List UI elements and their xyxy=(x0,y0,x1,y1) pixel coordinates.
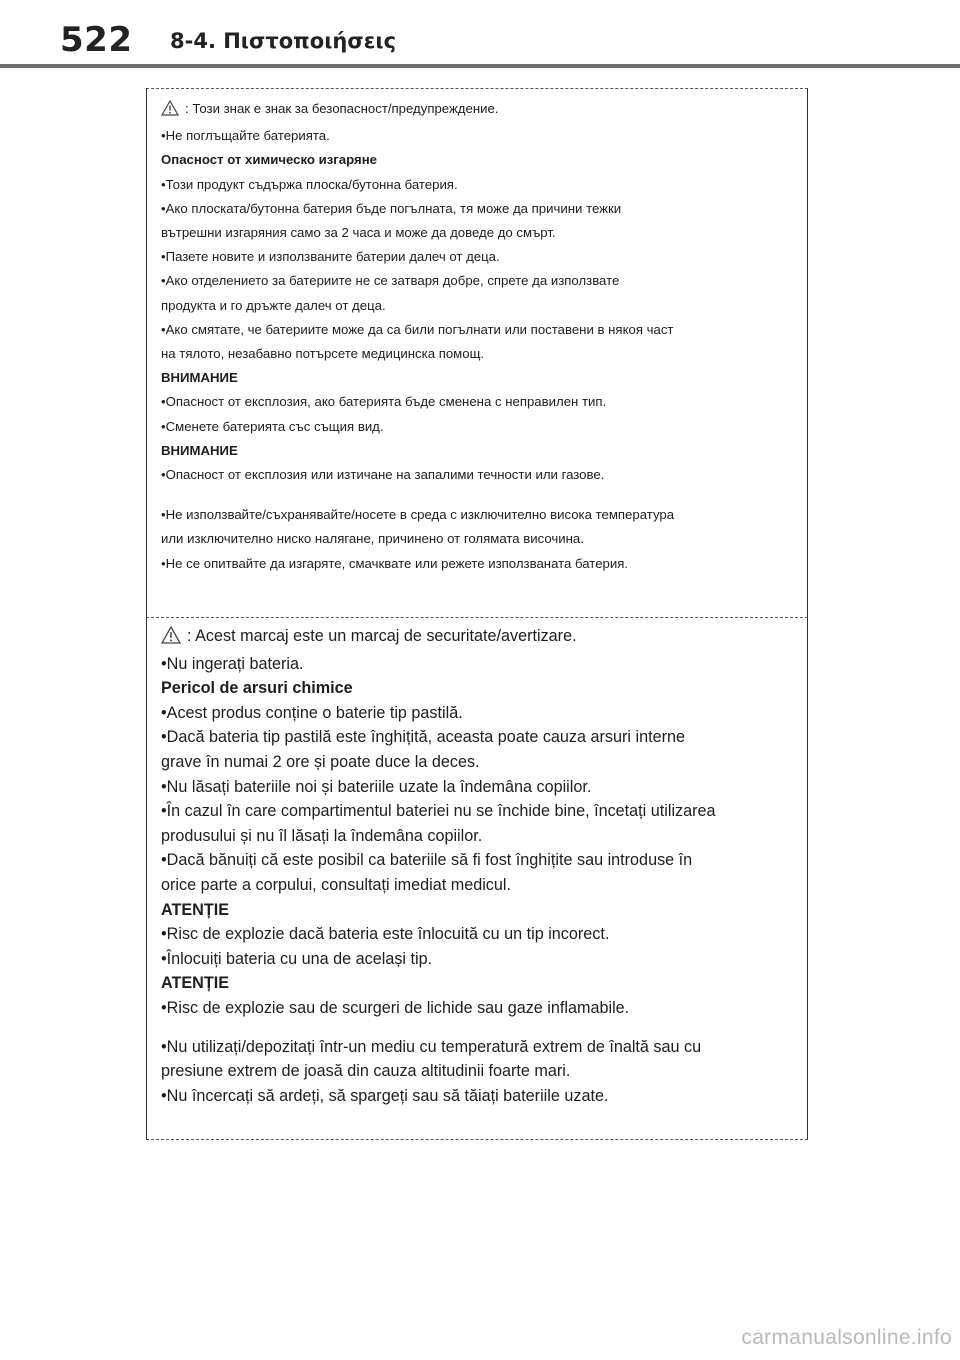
bg-line: •Опасност от експлозия или изтичане на запалими течности или газове. xyxy=(161,467,605,483)
bg-heading-chemical-burn: Опасност от химическо изгаряне xyxy=(161,152,378,168)
ro-line: •Risc de explozie sau de scurgeri de lichide sau gaze inflamabile. xyxy=(161,998,630,1017)
ro-line: •Înlocuiți bateria cu una de același tip. xyxy=(161,949,433,968)
bg-line: •Ако смятате, че батериите може да са били погълнати или поставени в някоя част xyxy=(161,321,674,337)
ro-line: grave în numai 2 ore și poate duce la deces. xyxy=(161,752,480,771)
bg-line: на тялото, незабавно потърсете медицинска помощ. xyxy=(161,346,485,362)
page-number: 522 xyxy=(60,20,133,60)
bg-line: продукта и го дръжте далеч от деца. xyxy=(161,297,386,313)
ro-heading-chemical-burn: Pericol de arsuri chimice xyxy=(161,679,353,698)
bg-gap xyxy=(161,487,807,503)
ro-line: •Acest produs conține o baterie tip pastilă. xyxy=(161,703,463,722)
romanian-warning-text: : Acest marcaj este un marcaj de securitate/avertizare. xyxy=(187,627,577,645)
bg-line: •Не се опитвайте да изгаряте, смачквате или режете използваната батерия. xyxy=(161,555,629,571)
ro-line: •Nu ingerați bateria. xyxy=(161,654,304,673)
ro-line: •În cazul în care compartimentul bateriei nu se închide bine, încetați utilizarea xyxy=(161,802,716,821)
warning-triangle-icon xyxy=(161,626,181,652)
bulgarian-warning-line xyxy=(161,97,807,124)
bulgarian-warning-text: : Този знак е знак за безопасност/предупреждение. xyxy=(185,101,499,116)
section-title: 8-4. Πιστοποιήσεις xyxy=(170,29,397,53)
ro-heading-attention: ATENȚIE xyxy=(161,900,230,919)
ro-line: •Dacă bănuiți că este posibil ca bateriile să fi fost înghițite sau introduse în xyxy=(161,851,693,870)
bg-heading-caution: ВНИМАНИЕ xyxy=(161,442,238,458)
romanian-warning-line xyxy=(161,624,807,652)
bg-line: •Пазете новите и използваните батерии далеч от деца. xyxy=(161,249,500,265)
bg-heading-caution: ВНИМАНИЕ xyxy=(161,370,238,386)
ro-line: •Nu încercați să ardeți, să spargeți sau să tăiați bateriile uzate. xyxy=(161,1086,609,1105)
bg-line: •Сменете батерията със същия вид. xyxy=(161,418,384,434)
bg-line: •Ако плоската/бутонна батерия бъде погълната, тя може да причини тежки xyxy=(161,200,622,216)
ro-line: presiune extrem de joasă din cauza altitudinii foarte mari. xyxy=(161,1062,571,1081)
bulgarian-warning-panel xyxy=(146,88,808,618)
ro-line: •Nu utilizați/depozitați într-un mediu cu temperatură extrem de înaltă sau cu xyxy=(161,1037,702,1056)
bg-line: •Не използвайте/съхранявайте/носете в среда с изключително висока температура xyxy=(161,507,675,523)
site-watermark: carmanualsonline.info xyxy=(741,1326,952,1349)
ro-line: orice parte a corpului, consultați imediat medicul. xyxy=(161,875,511,894)
romanian-warning-panel xyxy=(146,618,808,1140)
bg-line: •Този продукт съдържа плоска/бутонна батерия. xyxy=(161,176,458,192)
page-header xyxy=(0,0,960,68)
bg-line: •Ако отделението за батериите не се затваря добре, спрете да използвате xyxy=(161,273,620,289)
ro-heading-attention: ATENȚIE xyxy=(161,974,230,993)
bg-line: •Не поглъщайте батерията. xyxy=(161,128,330,144)
ro-line: •Risc de explozie dacă bateria este înlocuită cu un tip incorect. xyxy=(161,925,610,944)
bg-line: •Опасност от експлозия, ако батерията бъде сменена с неправилен тип. xyxy=(161,394,607,410)
ro-line: •Dacă bateria tip pastilă este înghițită, aceasta poate cauza arsuri interne xyxy=(161,728,685,747)
warning-triangle-icon xyxy=(161,100,179,124)
ro-line: produsului și nu îl lăsați la îndemâna copiilor. xyxy=(161,826,483,845)
bg-line: вътрешни изгаряния само за 2 часа и може да доведе до смърт. xyxy=(161,225,556,241)
header-rule xyxy=(0,64,960,68)
ro-line: •Nu lăsați bateriile noi și bateriile uzate la îndemâna copiilor. xyxy=(161,777,592,796)
bg-line: или изключително ниско налягане, причинено от голямата височина. xyxy=(161,531,584,547)
ro-gap xyxy=(161,1021,807,1035)
